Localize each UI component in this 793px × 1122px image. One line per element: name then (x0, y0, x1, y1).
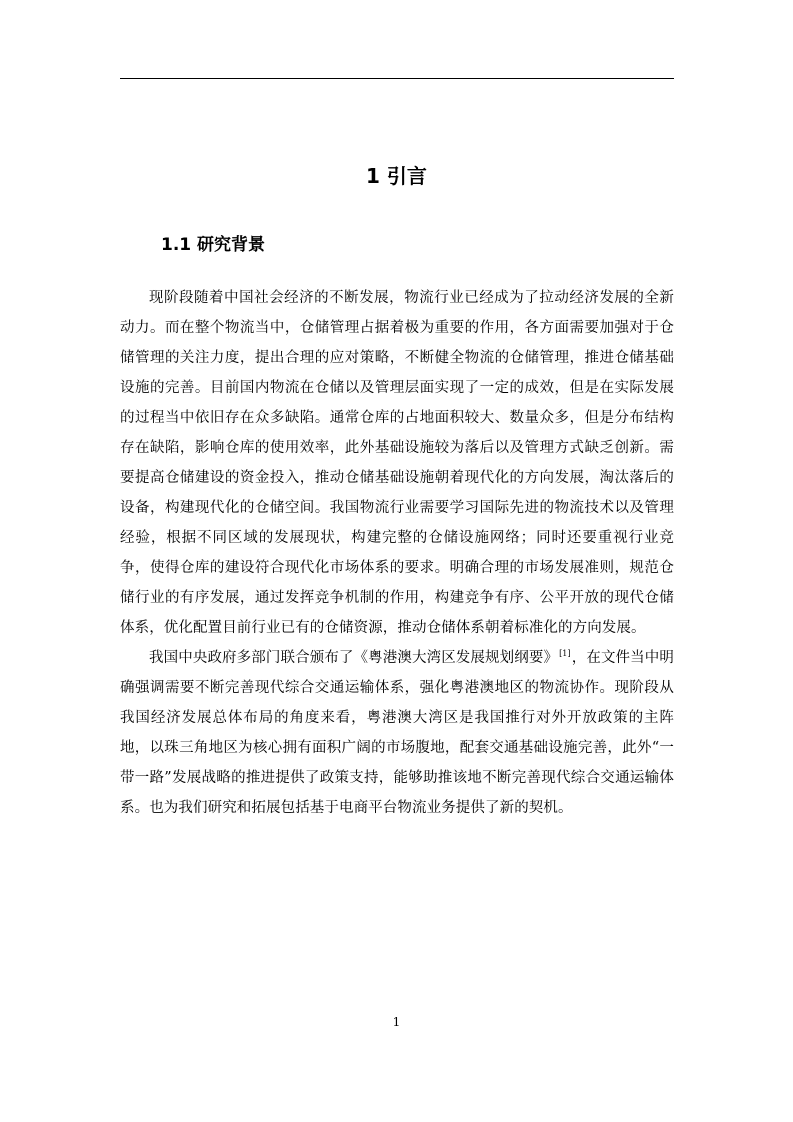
paragraph-2 (120, 643, 674, 823)
paragraph-2-before-citation: 我国中央政府多部门联合颁布了《粤港澳大湾区发展规划纲要》 (149, 650, 559, 666)
header-rule (120, 78, 674, 79)
paragraph-2-after-citation: ，在文件当中明确强调需要不断完善现代综合交通运输体系，强化粤港澳地区的物流协作。现阶段从我国经济发展总体布局的角度来看，粤港澳大湾区是我国推行对外开放政策的主阵地，以珠三角地区为核心拥有面积广阔的市场腹地，配套交通基础设施完善，此外“一带一路”发展战略的推进提供了政策支持，能够助推该地不断完善现代综合交通运输体系。也为我们研究和拓展包括基于电商平台物流业务提供了新的契机。 (120, 650, 674, 816)
section-title: 1.1 研究背景 (161, 235, 266, 255)
body-text (120, 283, 674, 823)
citation-reference[interactable]: [1] (559, 649, 571, 659)
paragraph-1: 现阶段随着中国社会经济的不断发展，物流行业已经成为了拉动经济发展的全新动力。而在整个物流当中，仓储管理占据着极为重要的作用，各方面需要加强对于仓储管理的关注力度，提出合理的应对策略，不断健全物流的仓储管理，推进仓储基础设施的完善。目前国内物流在仓储以及管理层面实现了一定的成效，但是在实际发展的过程当中依旧存在众多缺陷。通常仓库的占地面积较大、数量众多，但是分布结构存在缺陷，影响仓库的使用效率，此外基础设施较为落后以及管理方式缺乏创新。需要提高仓储建设的资金投入，推动仓储基础设施朝着现代化的方向发展，淘汰落后的设备，构建现代化的仓储空间。我国物流行业需要学习国际先进的物流技术以及管理经验，根据不同区域的发展现状，构建完整的仓储设施网络；同时还要重视行业竞争，使得仓库的建设符合现代化市场体系的要求。明确合理的市场发展准则，规范仓储行业的有序发展，通过发挥竞争机制的作用，构建竞争有序、公平开放的现代仓储体系，优化配置目前行业已有的仓储资源，推动仓储体系朝着标准化的方向发展。 (120, 290, 674, 636)
chapter-title: 1 引言 (366, 164, 427, 188)
page-number: 1 (392, 1015, 401, 1029)
